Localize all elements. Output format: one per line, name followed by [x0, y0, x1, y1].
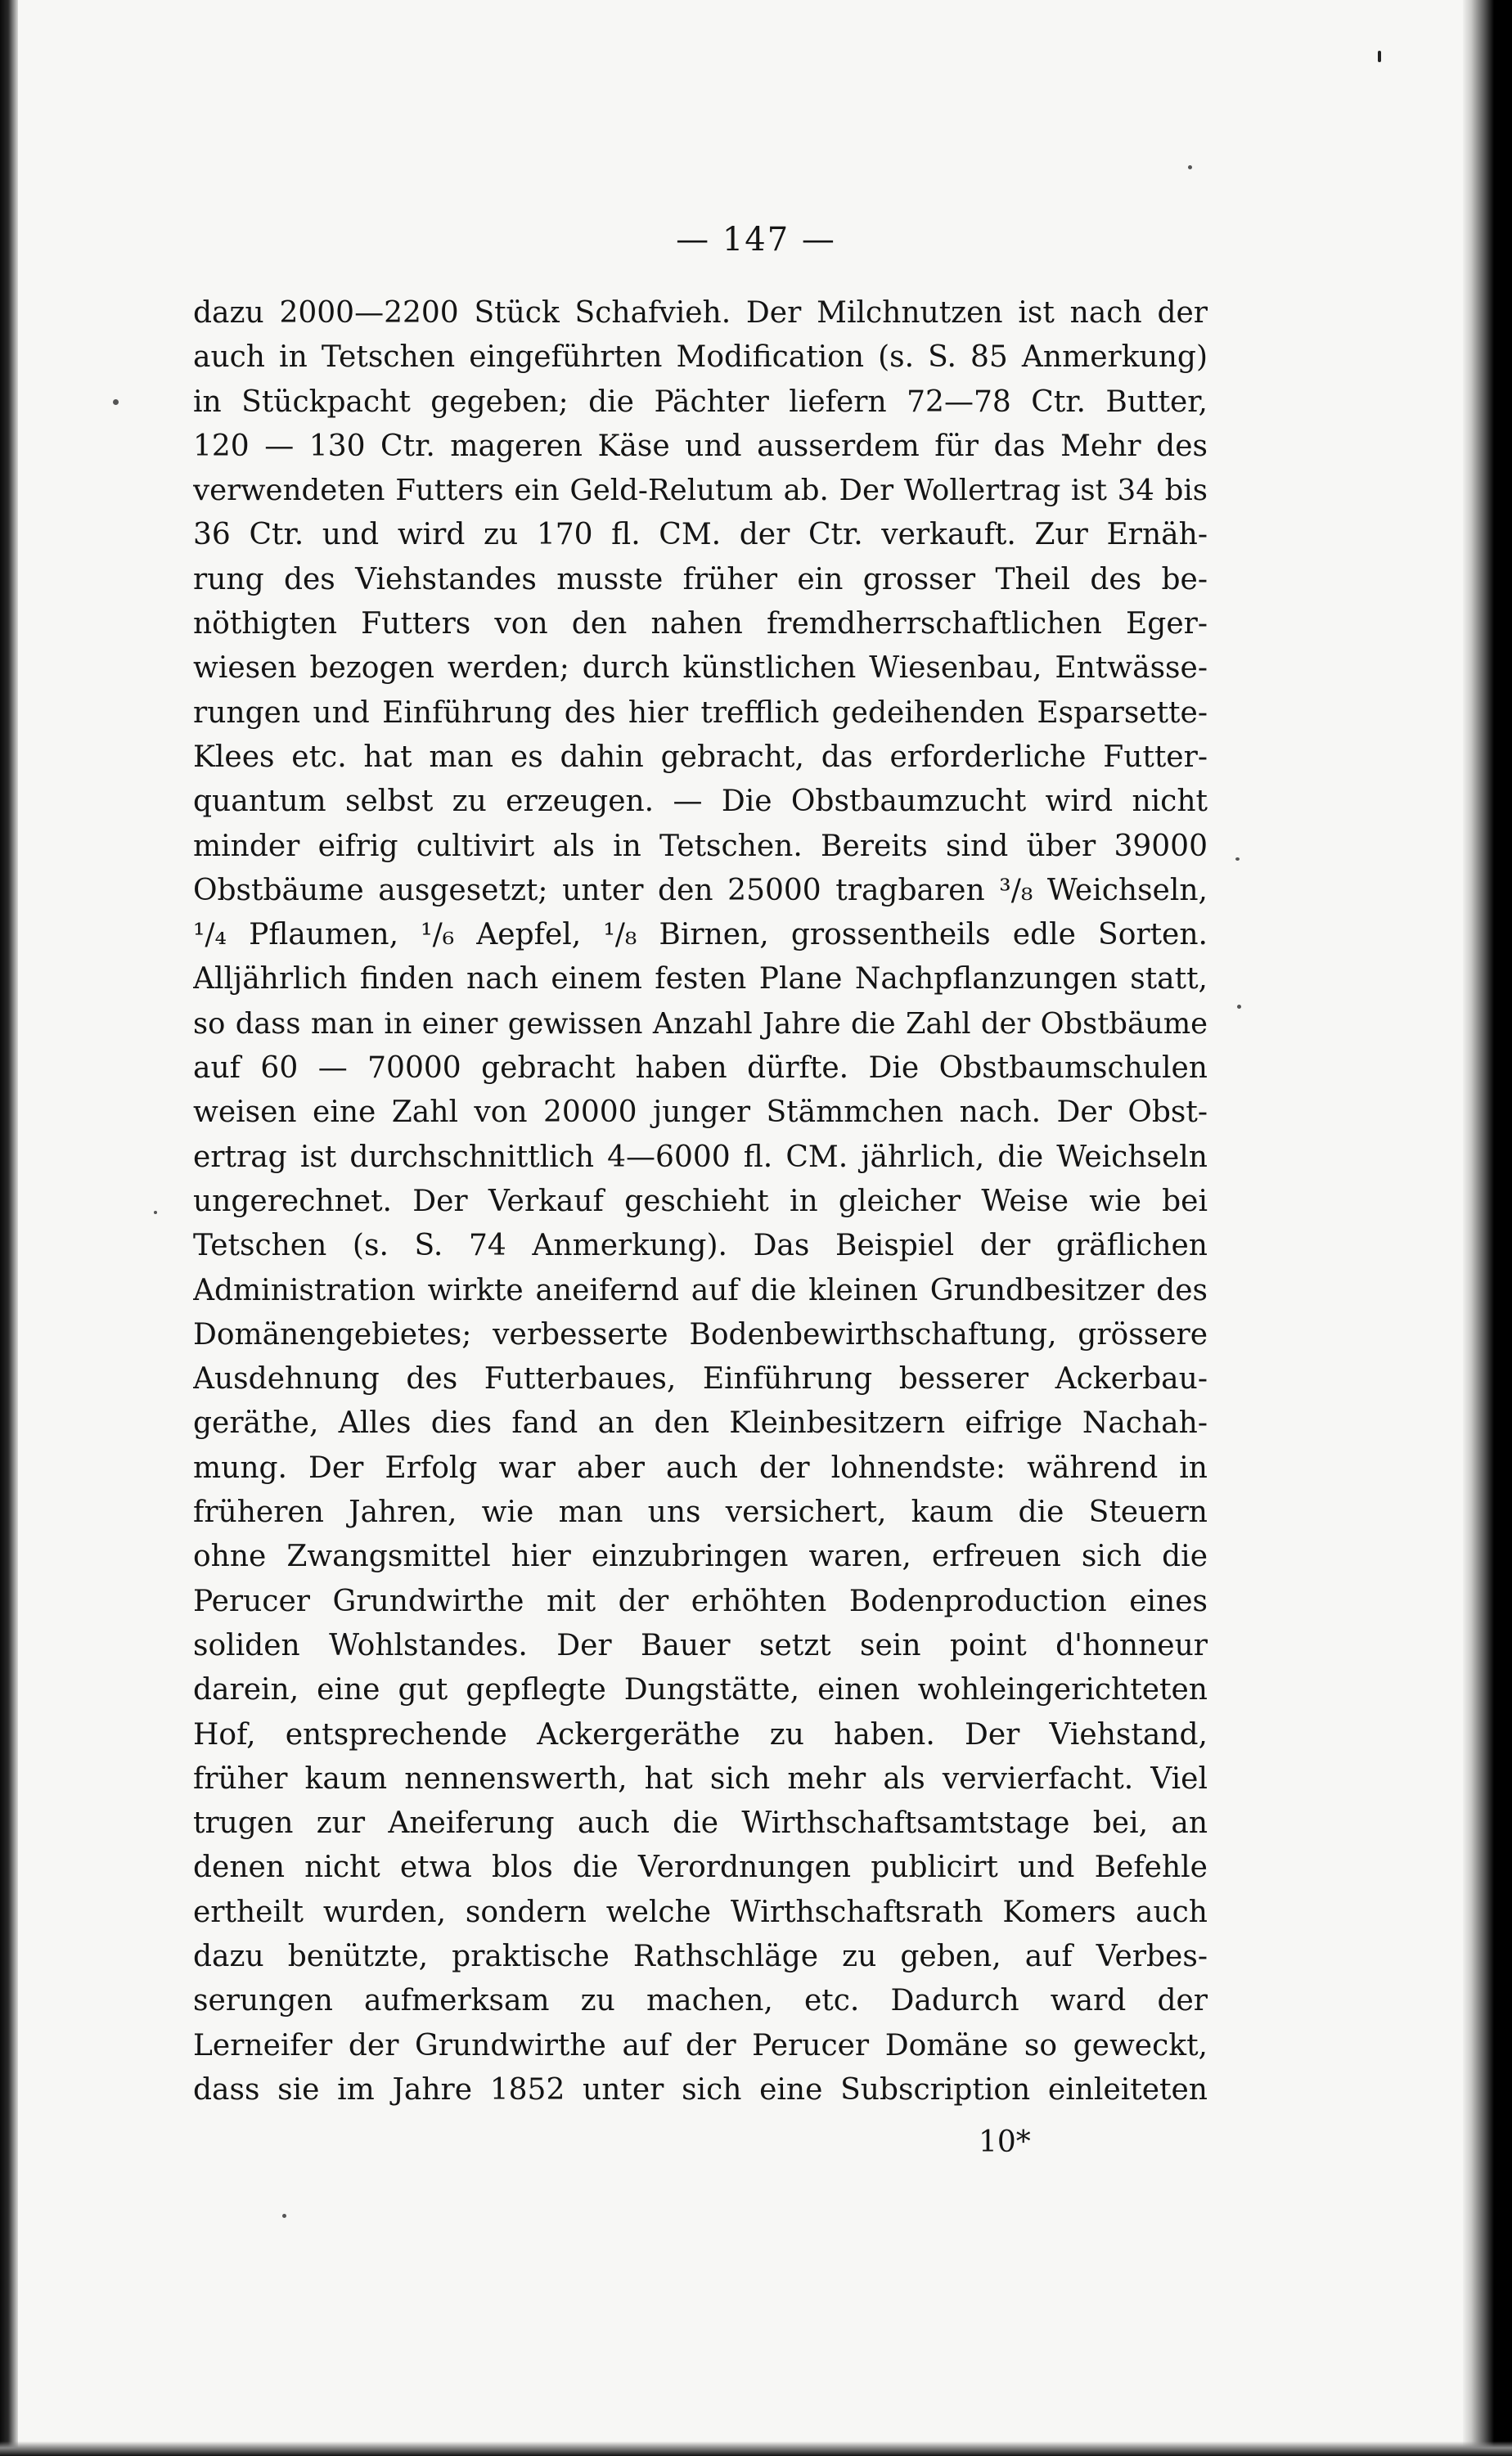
- text-line: ohne Zwangsmittel hier einzubringen waren, erfreuen sich die: [193, 1540, 1208, 1574]
- scan-speck: [1237, 1005, 1241, 1009]
- scan-speck: [282, 2214, 286, 2218]
- scan-shadow-right: [1463, 0, 1512, 2456]
- signature-mark: 10*: [979, 2125, 1031, 2159]
- text-line: nöthigten Futters von den nahen fremdherrschaftlichen Eger-: [193, 607, 1208, 641]
- text-line: serungen aufmerksam zu machen, etc. Dadurch ward der: [193, 1984, 1208, 2018]
- scan-speck: [1378, 51, 1381, 62]
- text-line: quantum selbst zu erzeugen. — Die Obstbaumzucht wird nicht: [193, 785, 1208, 819]
- text-line: Tetschen (s. S. 74 Anmerkung). Das Beispiel der gräflichen: [193, 1229, 1208, 1263]
- text-line: Administration wirkte aneifernd auf die kleinen Grundbesitzer des: [193, 1273, 1208, 1307]
- text-line: dazu benützte, praktische Rathschläge zu geben, auf Verbes-: [193, 1939, 1208, 1973]
- scan-speck: [154, 1211, 157, 1214]
- text-line: weisen eine Zahl von 20000 junger Stämmchen nach. Der Obst-: [193, 1095, 1208, 1130]
- text-line: ¹/₄ Pflaumen, ¹/₆ Aepfel, ¹/₈ Birnen, grossentheils edle Sorten.: [193, 918, 1208, 952]
- scan-shadow-left: [0, 0, 18, 2456]
- text-line: Obstbäume ausgesetzt; unter den 25000 tragbaren ³/₈ Weichseln,: [193, 873, 1208, 907]
- text-line: geräthe, Alles dies fand an den Kleinbesitzern eifrige Nachah-: [193, 1406, 1208, 1441]
- scan-speck: [113, 399, 119, 405]
- text-line: in Stückpacht gegeben; die Pächter liefern 72—78 Ctr. Butter,: [193, 385, 1208, 419]
- text-line: Alljährlich finden nach einem festen Plane Nachpflanzungen statt,: [193, 962, 1208, 996]
- text-line: früher kaum nennenswerth, hat sich mehr als vervierfacht. Viel: [193, 1761, 1208, 1796]
- text-line: 120 — 130 Ctr. mageren Käse und ausserdem für das Mehr des: [193, 429, 1208, 463]
- text-line: Hof, entsprechende Ackergeräthe zu haben. Der Viehstand,: [193, 1717, 1208, 1752]
- text-line: denen nicht etwa blos die Verordnungen publicirt und Befehle: [193, 1851, 1208, 1885]
- text-line: wiesen bezogen werden; durch künstlichen Wiesenbau, Entwässe-: [193, 651, 1208, 686]
- text-line: verwendeten Futters ein Geld-Relutum ab. Der Wollertrag ist 34 bis: [193, 474, 1208, 508]
- text-line: ertheilt wurden, sondern welche Wirthschaftsrath Komers auch: [193, 1895, 1208, 1929]
- scan-speck: [1188, 165, 1192, 169]
- text-line: Klees etc. hat man es dahin gebracht, das erforderliche Futter-: [193, 740, 1208, 774]
- text-line: rung des Viehstandes musste früher ein grosser Theil des be-: [193, 562, 1208, 596]
- text-line: 36 Ctr. und wird zu 170 fl. CM. der Ctr. verkauft. Zur Ernäh-: [193, 518, 1208, 552]
- text-line: auch in Tetschen eingeführten Modification (s. S. 85 Anmerkung): [193, 340, 1208, 375]
- text-line: früheren Jahren, wie man uns versichert, kaum die Steuern: [193, 1496, 1208, 1530]
- text-line: Domänengebietes; verbesserte Bodenbewirthschaftung, grössere: [193, 1317, 1208, 1352]
- text-line: rungen und Einführung des hier trefflich gedeihenden Esparsette-: [193, 695, 1208, 730]
- page-number: — 147 —: [676, 221, 836, 259]
- scan-speck: [1235, 857, 1240, 861]
- text-line: trugen zur Aneiferung auch die Wirthschaftsamtstage bei, an: [193, 1806, 1208, 1841]
- scan-shadow-bottom: [0, 2441, 1512, 2456]
- text-line: ertrag ist durchschnittlich 4—6000 fl. CM. jährlich, die Weichseln: [193, 1140, 1208, 1174]
- text-line: so dass man in einer gewissen Anzahl Jahre die Zahl der Obstbäume: [193, 1006, 1208, 1041]
- text-line: dass sie im Jahre 1852 unter sich eine Subscription einleiteten: [193, 2072, 1208, 2107]
- text-line: auf 60 — 70000 gebracht haben dürfte. Die Obstbaumschulen: [193, 1051, 1208, 1086]
- text-line: soliden Wohlstandes. Der Bauer setzt sein point d'honneur: [193, 1628, 1208, 1662]
- text-line: minder eifrig cultivirt als in Tetschen. Bereits sind über 39000: [193, 829, 1208, 863]
- text-line: ungerechnet. Der Verkauf geschieht in gleicher Weise wie bei: [193, 1184, 1208, 1218]
- text-line: darein, eine gut gepflegte Dungstätte, einen wohleingerichteten: [193, 1673, 1208, 1707]
- text-line: mung. Der Erfolg war aber auch der lohnendste: während in: [193, 1451, 1208, 1485]
- text-line: dazu 2000—2200 Stück Schafvieh. Der Milchnutzen ist nach der: [193, 296, 1208, 330]
- body-text: [193, 291, 1208, 2112]
- text-line: Lerneifer der Grundwirthe auf der Perucer Domäne so geweckt,: [193, 2028, 1208, 2062]
- text-line: Perucer Grundwirthe mit der erhöhten Bodenproduction eines: [193, 1584, 1208, 1618]
- text-line: Ausdehnung des Futterbaues, Einführung besserer Ackerbau-: [193, 1362, 1208, 1397]
